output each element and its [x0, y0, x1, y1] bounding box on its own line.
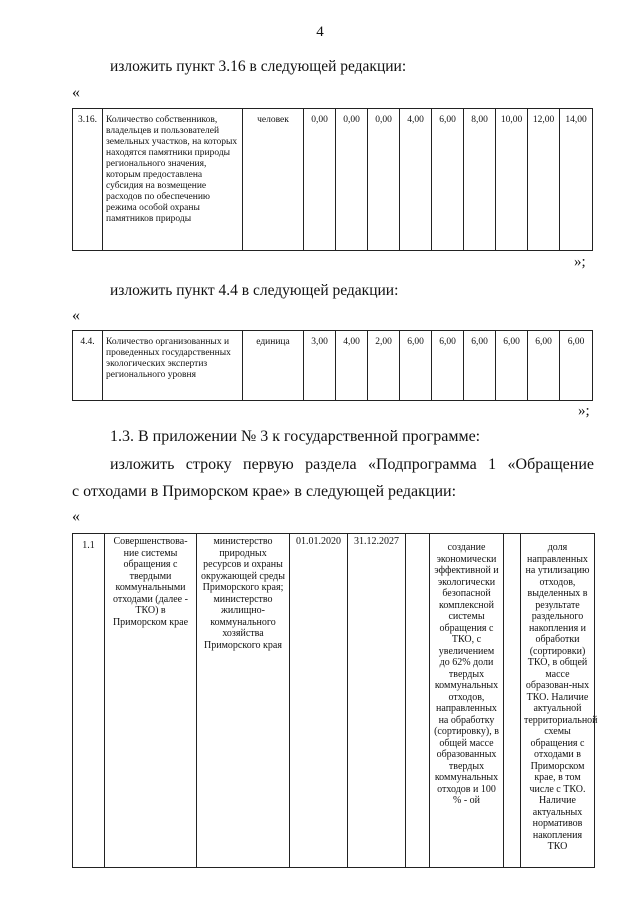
table-indicator-44: [72, 330, 593, 401]
row-number: 4.4.: [73, 331, 103, 401]
unit-cell: единица: [243, 331, 304, 401]
value-cell: 4,00: [336, 331, 368, 401]
paragraph-row-line1: изложить строку первую раздела «Подпрограмма 1 «Обращение: [110, 456, 594, 473]
table-row: [73, 109, 593, 251]
indicator-name: Количество собственников, владельцев и пользователей земельных участков, на которых находятся памятники природы регионального значения, которым предоставлена субсидия на возмещение расходов по обеспечению режима особой охраны памятников природы: [103, 109, 243, 251]
value-cell: 6,00: [496, 331, 528, 401]
end-date: 31.12.2027: [348, 534, 406, 868]
close-quote-2: »;: [578, 403, 590, 419]
value-cell: 12,00: [528, 109, 560, 251]
measure-name: Совершенствова-ние системы обращения с твердыми коммунальными отходами (далее - ТКО) в Приморском крае: [105, 534, 197, 868]
table-indicator-316: [72, 108, 593, 251]
start-date: 01.01.2020: [290, 534, 348, 868]
open-quote-2: «: [72, 307, 80, 324]
value-cell: 6,00: [400, 331, 432, 401]
empty-cell: [504, 534, 521, 868]
paragraph-item-44: изложить пункт 4.4 в следующей редакции:: [110, 282, 399, 299]
indicator-name: Количество организованных и проведенных государственных экологических экспертиз регионального уровня: [103, 331, 243, 401]
value-cell: 6,00: [528, 331, 560, 401]
expected-result: создание экономически эффективной и экологически безопасной комплексной системы обращения с ТКО, с увеличением до 62% доли твердых коммунальных отходов, направленных на обработку (сортировку), в общей массе образованных твердых коммунальных отходов и 100 % - ой: [430, 534, 504, 868]
unit-cell: человек: [243, 109, 304, 251]
value-cell: 8,00: [464, 109, 496, 251]
close-quote-1: »;: [574, 254, 586, 270]
value-cell: 6,00: [432, 109, 464, 251]
open-quote-1: «: [72, 84, 80, 101]
table-subprogram-row: [72, 533, 598, 868]
value-cell: 10,00: [496, 109, 528, 251]
value-cell: 6,00: [432, 331, 464, 401]
empty-cell: [406, 534, 430, 868]
value-cell: 14,00: [560, 109, 593, 251]
table-row: [73, 534, 595, 868]
value-cell: 3,00: [304, 331, 336, 401]
open-quote-3: «: [72, 508, 80, 525]
indicator-link: доля направленных на утилизацию отходов, выделенных в результате раздельного накопления и обработки (сортировки) ТКО, в общей массе образован-ных ТКО. Наличие актуальной территориальной схемы обращения с отходами в Приморском крае, в том числе с ТКО. Наличие актуальных нормативов накопления ТКО: [521, 534, 595, 868]
row-number: 1.1: [73, 534, 105, 868]
section-heading-13: 1.3. В приложении № 3 к государственной программе:: [110, 428, 481, 445]
value-cell: 0,00: [304, 109, 336, 251]
value-cell: 4,00: [400, 109, 432, 251]
value-cell: 0,00: [368, 109, 400, 251]
table-row: [73, 331, 593, 401]
value-cell: 0,00: [336, 109, 368, 251]
row-number: 3.16.: [73, 109, 103, 251]
value-cell: 6,00: [464, 331, 496, 401]
paragraph-row-line2: с отходами в Приморском крае» в следующей редакции:: [72, 483, 457, 500]
page-number: 4: [316, 24, 324, 40]
executors-cell: министерство природных ресурсов и охраны окружающей среды Приморского края; министерство жилищно-коммунального хозяйства Приморского края: [197, 534, 290, 868]
value-cell: 2,00: [368, 331, 400, 401]
value-cell: 6,00: [560, 331, 593, 401]
paragraph-item-316: изложить пункт 3.16 в следующей редакции:: [110, 58, 407, 75]
